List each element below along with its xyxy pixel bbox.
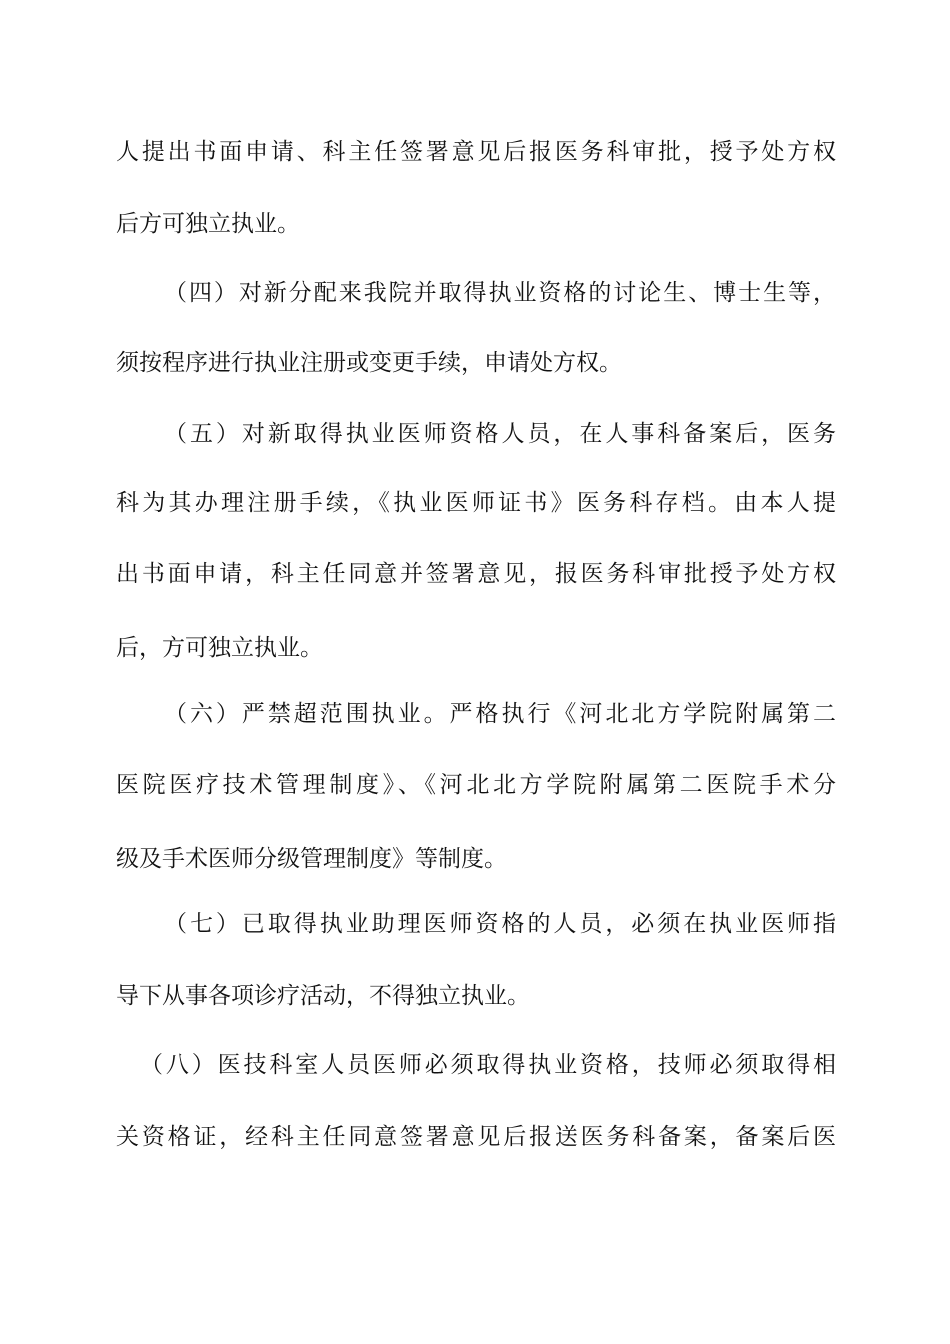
- text-line: （四）对新分配来我院并取得执业资格的讨论生、博士生等，: [164, 280, 836, 306]
- text-line: 后方可独立执业。: [116, 211, 300, 237]
- text-line: 后，方可独立执业。: [116, 635, 323, 661]
- text-line: （八）医技科室人员医师必须取得执业资格，技师必须取得相: [140, 1052, 836, 1078]
- text-line: 级及手术医师分级管理制度》等制度。: [116, 846, 507, 872]
- text-line: 人提出书面申请、科主任签署意见后报医务科审批，授予处方权: [116, 139, 836, 165]
- text-line: （六）严禁超范围执业。严格执行《河北北方学院附属第二: [164, 701, 836, 727]
- text-line: 导下从事各项诊疗活动，不得独立执业。: [116, 983, 530, 1009]
- text-line: （七）已取得执业助理医师资格的人员，必须在执业医师指: [164, 911, 836, 937]
- text-line: （五）对新取得执业医师资格人员，在人事科备案后，医务: [164, 421, 836, 447]
- text-line: 科为其办理注册手续，《执业医师证书》医务科存档。由本人提: [116, 490, 836, 516]
- text-line: 医院医疗技术管理制度》、《河北北方学院附属第二医院手术分: [116, 772, 836, 798]
- text-line: 须按程序进行执业注册或变更手续，申请处方权。: [116, 350, 622, 376]
- text-line: 关资格证，经科主任同意签署意见后报送医务科备案，备案后医: [116, 1124, 836, 1150]
- text-line: 出书面申请，科主任同意并签署意见，报医务科审批授予处方权: [116, 561, 836, 587]
